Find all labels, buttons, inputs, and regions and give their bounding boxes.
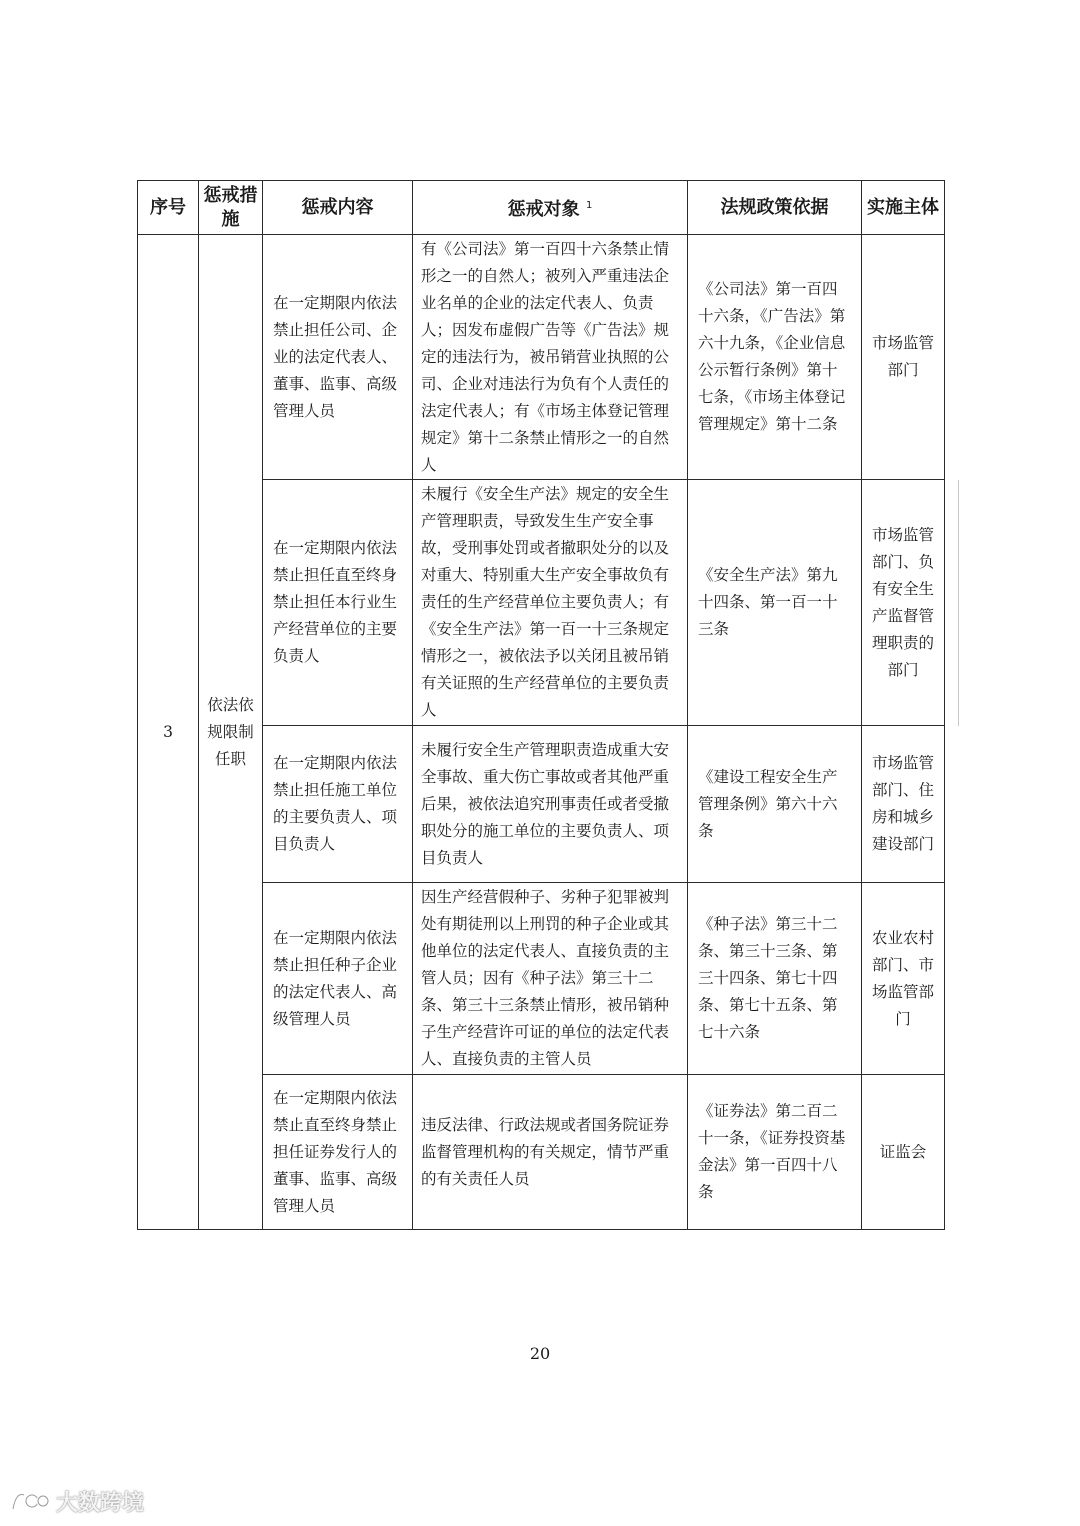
measure-cell: 依法依规限制任职 (199, 235, 263, 1230)
watermark-text: 大数跨境 (56, 1490, 145, 1516)
agency-cell: 农业农村部门、市场监管部门 (862, 883, 945, 1075)
header-target (413, 181, 688, 235)
header-content: 惩戒内容 (263, 181, 413, 235)
content-cell: 在一定期限内依法禁止担任种子企业的法定代表人、高级管理人员 (263, 883, 413, 1075)
agency-cell: 市场监管部门 (862, 235, 945, 480)
content-cell: 在一定期限内依法禁止直至终身禁止担任证券发行人的董事、监事、高级管理人员 (263, 1075, 413, 1230)
policy-table-container (137, 180, 944, 1230)
target-cell: 未履行《安全生产法》规定的安全生产管理职责，导致发生生产安全事故，受刑事处罚或者撤职处分的以及对重大、特别重大生产安全事故负有责任的生产经营单位主要负责人；有《安全生产法》第一百一十三条规定情形之一，被依法予以关闭且被吊销有关证照的生产经营单位的主要负责人 (413, 480, 688, 726)
basis-cell: 《证券法》第二百二十一条，《证券投资基金法》第一百四十八条 (688, 1075, 862, 1230)
circle-logo-icon (10, 1489, 50, 1513)
basis-cell: 《安全生产法》第九十四条、第一百一十三条 (688, 480, 862, 726)
basis-cell: 《公司法》第一百四十六条，《广告法》第六十九条，《企业信息公示暂行条例》第十七条，《市场主体登记管理规定》第十二条 (688, 235, 862, 480)
content-cell: 在一定期限内依法禁止担任公司、企业的法定代表人、董事、监事、高级管理人员 (263, 235, 413, 480)
agency-cell: 市场监管部门、住房和城乡建设部门 (862, 726, 945, 883)
basis-cell: 《种子法》第三十二条、第三十三条、第三十四条、第七十四条、第七十五条、第七十六条 (688, 883, 862, 1075)
content-cell: 在一定期限内依法禁止担任施工单位的主要负责人、项目负责人 (263, 726, 413, 883)
punishment-measures-table (137, 180, 945, 1230)
target-cell: 有《公司法》第一百四十六条禁止情形之一的自然人；被列入严重违法企业名单的企业的法定代表人、负责人；因发布虚假广告等《广告法》规定的违法行为，被吊销营业执照的公司、企业对违法行为负有个人责任的法定代表人；有《市场主体登记管理规定》第十二条禁止情形之一的自然人 (413, 235, 688, 480)
target-cell: 因生产经营假种子、劣种子犯罪被判处有期徒刑以上刑罚的种子企业或其他单位的法定代表人、直接负责的主管人员；因有《种子法》第三十二条、第三十三条禁止情形，被吊销种子生产经营许可证的单位的法定代表人、直接负责的主管人员 (413, 883, 688, 1075)
row-number: 3 (138, 235, 199, 1230)
agency-cell: 证监会 (862, 1075, 945, 1230)
header-measure: 惩戒措施 (199, 181, 263, 235)
target-cell: 违反法律、行政法规或者国务院证券监督管理机构的有关规定，情节严重的有关责任人员 (413, 1075, 688, 1230)
header-basis: 法规政策依据 (688, 181, 862, 235)
header-target-label: 惩戒对象 (507, 198, 580, 220)
target-cell: 未履行安全生产管理职责造成重大安全事故、重大伤亡事故或者其他严重后果，被依法追究刑事责任或者受撤职处分的施工单位的主要负责人、项目负责人 (413, 726, 688, 883)
agency-cell: 市场监管部门、负有安全生产监督管理职责的部门 (862, 480, 945, 726)
header-no: 序号 (138, 181, 199, 235)
table-row (138, 235, 945, 480)
content-cell: 在一定期限内依法禁止担任直至终身禁止担任本行业生产经营单位的主要负责人 (263, 480, 413, 726)
header-agency: 实施主体 (862, 181, 945, 235)
table-header-row (138, 181, 945, 235)
scan-edge-line (958, 480, 959, 726)
page-number: 20 (529, 1344, 551, 1363)
basis-cell: 《建设工程安全生产管理条例》第六十六条 (688, 726, 862, 883)
footnote-marker: 1 (585, 199, 593, 211)
watermark (10, 1486, 144, 1516)
